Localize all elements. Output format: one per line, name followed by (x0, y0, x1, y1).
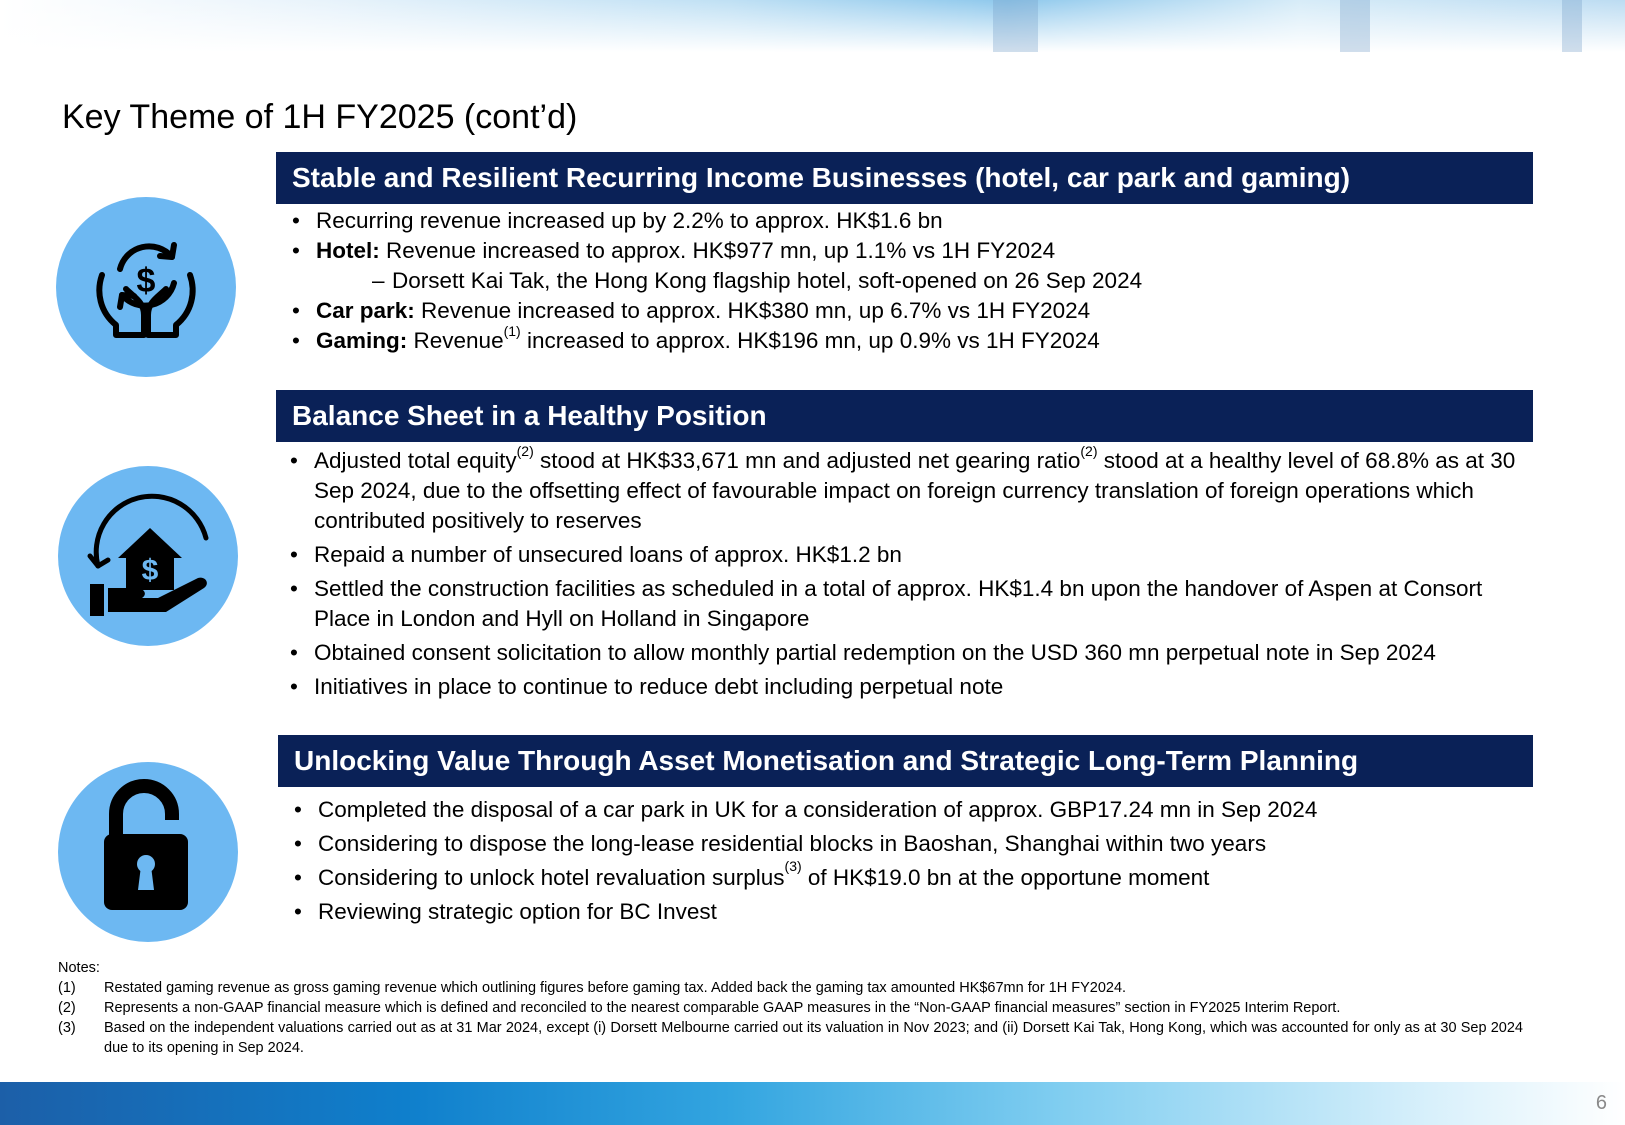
bullet-text: Revenue (407, 328, 504, 353)
list-item (282, 540, 1517, 570)
bullet-text: Repaid a number of unsecured loans of approx. HK$1.2 bn (314, 542, 902, 567)
bullet-text: stood at HK$33,671 mn and adjusted net gearing ratio (533, 448, 1081, 473)
notes-heading: Notes: (58, 960, 100, 976)
section-heading-balance-sheet: Balance Sheet in a Healthy Position (276, 390, 1533, 442)
sub-bullet-text: Dorsett Kai Tak, the Hong Kong flagship hotel, soft-opened on 26 Sep 2024 (392, 268, 1143, 293)
svg-text:$: $ (136, 262, 156, 300)
unlocking-value-bullet-list (286, 793, 1506, 929)
list-item (284, 236, 1504, 266)
list-item (286, 793, 1506, 827)
page-number: 6 (1595, 1092, 1607, 1114)
list-sub-item (284, 266, 1504, 296)
bottom-decorative-band (0, 1082, 1625, 1125)
money-hands-icon (56, 197, 236, 377)
page-title: Key Theme of 1H FY2025 (cont’d) (62, 98, 578, 136)
list-item (284, 296, 1504, 326)
bullet-text: Recurring revenue increased up by 2.2% to approx. HK$1.6 bn (316, 208, 943, 233)
footnote-text: Based on the independent valuations carried out as at 31 Mar 2024, except (i) Dorsett Melbourne carried out its valuation in Nov 2023; and (ii) Dorsett Kai Tak, Hong Kong, which was accounted for only as at 30 Sep 2024 due to its opening in Sep 2024. (104, 1020, 1523, 1056)
footnote-text: Represents a non-GAAP financial measure which is defined and reconciled to the nearest comparable GAAP measures in the “Non-GAAP financial measures” section in FY2025 Interim Report. (104, 1000, 1341, 1016)
footnote-item (58, 1018, 1523, 1058)
list-item (282, 574, 1517, 634)
svg-text:$: $ (141, 554, 159, 587)
bullet-label: Car park: (316, 298, 415, 323)
bullet-label: Gaming: (316, 328, 408, 353)
bullet-text: Revenue increased to approx. HK$380 mn, up 6.7% vs 1H FY2024 (414, 298, 1091, 323)
section-heading-recurring-income: Stable and Resilient Recurring Income Businesses (hotel, car park and gaming) (276, 152, 1533, 204)
list-item (284, 323, 1504, 356)
bullet-text: Initiatives in place to continue to reduce debt including perpetual note (314, 674, 1004, 699)
bullet-text: stood at a healthy level of 68.8% as at 30 Sep 2024, due to the offsetting effect of favourable impact on foreign currency translation of foreign operations which contributed positively to reserves (314, 448, 1516, 533)
list-item (282, 672, 1517, 702)
footnote-number: (3) (58, 1020, 76, 1036)
bullet-text: Obtained consent solicitation to allow monthly partial redemption on the USD 360 mn perpetual note in Sep 2024 (314, 640, 1436, 665)
bullet-text: Completed the disposal of a car park in UK for a consideration of approx. GBP17.24 mn in Sep 2024 (318, 797, 1318, 822)
recurring-income-bullet-list (284, 206, 1504, 356)
list-item (286, 858, 1506, 895)
balance-sheet-bullet-list (282, 443, 1517, 702)
list-item (282, 638, 1517, 668)
footnote-ref: (1) (503, 323, 521, 339)
bullet-text: Adjusted total equity (314, 448, 517, 473)
bullet-text: of HK$19.0 bn at the opportune moment (801, 865, 1210, 890)
section-heading-unlocking-value: Unlocking Value Through Asset Monetisation and Strategic Long-Term Planning (278, 735, 1533, 787)
band-block (993, 0, 1038, 52)
bullet-text: Considering to unlock hotel revaluation surplus (318, 865, 785, 890)
top-decorative-band (0, 0, 1625, 52)
footnotes (58, 958, 1523, 1058)
bullet-text: Considering to dispose the long-lease residential blocks in Baoshan, Shanghai within two years (318, 831, 1267, 856)
bullet-text: Reviewing strategic option for BC Invest (318, 899, 717, 924)
list-item (286, 895, 1506, 929)
footnote-item (58, 998, 1523, 1018)
bullet-text: Revenue increased to approx. HK$977 mn, up 1.1% vs 1H FY2024 (379, 238, 1056, 263)
footnote-item (58, 978, 1523, 998)
footnote-number: (2) (58, 1000, 76, 1016)
band-block (1562, 0, 1582, 52)
footnote-ref: (2) (516, 443, 534, 459)
house-money-hand-icon (58, 466, 238, 646)
bullet-text: increased to approx. HK$196 mn, up 0.9% vs 1H FY2024 (520, 328, 1100, 353)
footnote-ref: (3) (784, 858, 802, 874)
list-item (282, 443, 1517, 536)
unlocked-padlock-icon (58, 762, 238, 942)
bullet-text: Settled the construction facilities as scheduled in a total of approx. HK$1.4 bn upon the handover of Aspen at Consort Place in London and Hyll on Holland in Singapore (314, 576, 1483, 631)
list-item (284, 206, 1504, 236)
footnote-ref: (2) (1080, 443, 1098, 459)
footnote-text: Restated gaming revenue as gross gaming revenue which outlining figures before gaming tax. Added back the gaming tax amounted HK$67mn for 1H FY2024. (104, 980, 1127, 996)
list-item (286, 827, 1506, 861)
band-block (1340, 0, 1370, 52)
bullet-label: Hotel: (316, 238, 380, 263)
footnote-number: (1) (58, 980, 76, 996)
